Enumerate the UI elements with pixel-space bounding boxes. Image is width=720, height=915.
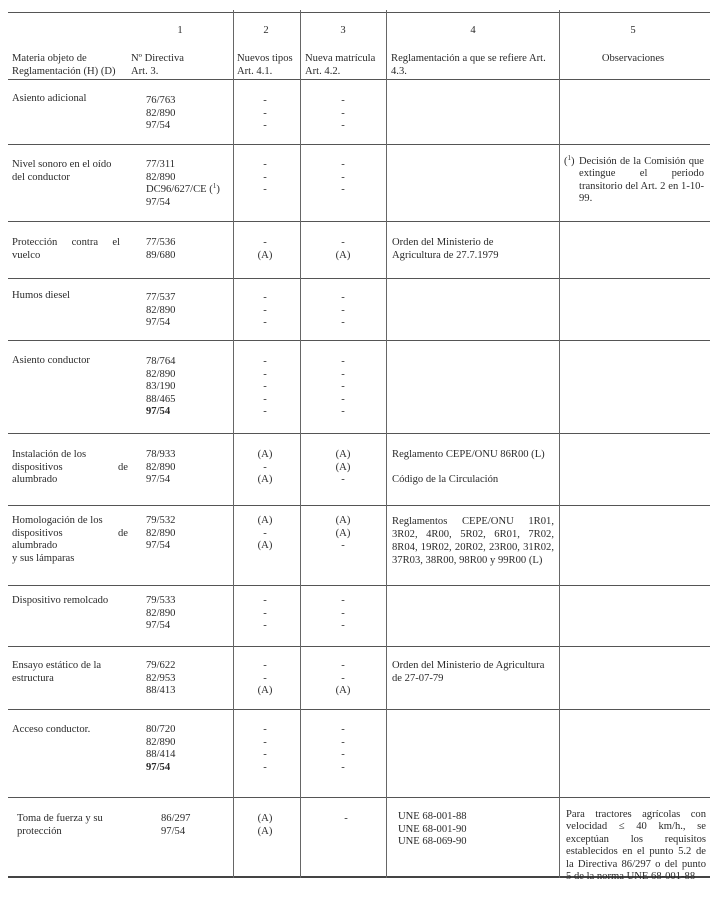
new-types-cell xyxy=(250,595,280,633)
new-registration-value: - xyxy=(341,317,345,329)
directive-number: 82/890 xyxy=(146,304,176,316)
new-registration-value: - xyxy=(341,607,345,619)
subject-line: del conductor xyxy=(12,171,70,183)
new-types-value: - xyxy=(263,724,267,735)
new-registration-cell xyxy=(328,515,358,553)
subject-line: Nivel sonoro en el oído xyxy=(12,159,112,170)
column-rule xyxy=(386,10,387,878)
new-types-value: - xyxy=(263,672,267,684)
new-registration-value: - xyxy=(341,356,345,367)
new-types-value: - xyxy=(263,356,267,367)
subject-line: Toma de fuerza y su xyxy=(17,813,103,824)
subject-line: Acceso conductor. xyxy=(12,724,91,735)
subject-cell xyxy=(12,449,128,487)
new-types-value: - xyxy=(263,159,267,170)
regulation-cell xyxy=(392,237,499,262)
new-registration-cell xyxy=(328,356,358,419)
new-registration-value: - xyxy=(341,304,345,316)
row-rule xyxy=(8,433,710,434)
new-registration-cell xyxy=(331,813,361,826)
subject-cell xyxy=(12,724,90,737)
directive-number: 77/537 xyxy=(146,292,176,303)
subject-cell xyxy=(12,290,70,303)
regulation-line: UNE 68-069-90 xyxy=(398,836,467,848)
new-types-value: - xyxy=(263,237,267,248)
new-types-cell xyxy=(250,724,280,774)
directive-cell xyxy=(146,292,175,330)
directive-number: 82/890 xyxy=(146,171,176,183)
new-types-cell xyxy=(250,449,280,487)
new-types-value: - xyxy=(263,607,267,619)
directive-number: 82/890 xyxy=(146,607,176,619)
new-types-value: (A) xyxy=(257,249,273,261)
subject-line: y sus lámparas xyxy=(12,552,75,564)
header-new-registration xyxy=(305,53,375,78)
directive-number: 82/890 xyxy=(146,368,176,380)
new-types-cell xyxy=(250,356,280,419)
subject-cell xyxy=(12,355,90,368)
header-line: Art. 4.1. xyxy=(237,65,273,77)
directive-number: 86/297 xyxy=(161,813,191,824)
new-types-value: - xyxy=(263,368,267,380)
subject-line: Ensayo estático de la xyxy=(12,660,102,671)
new-registration-value: - xyxy=(341,368,345,380)
directive-number: 79/533 xyxy=(146,595,176,606)
new-types-value: - xyxy=(263,317,267,329)
column-number: 4 xyxy=(470,25,476,36)
new-types-value: - xyxy=(263,95,267,106)
column-rule xyxy=(300,10,301,878)
table-top-rule xyxy=(8,12,710,13)
new-types-value: - xyxy=(263,660,267,671)
subject-cell xyxy=(12,515,128,565)
new-registration-value: - xyxy=(344,813,348,824)
regulation-line: Agricultura de 27.7.1979 xyxy=(392,249,499,261)
new-types-value: - xyxy=(263,749,267,761)
directive-cell xyxy=(146,95,175,133)
directive-number: 82/890 xyxy=(146,107,176,119)
new-registration-value: - xyxy=(341,761,345,773)
subject-line: dispositivos de xyxy=(12,527,128,539)
new-types-value: - xyxy=(263,406,267,418)
new-types-value: - xyxy=(263,595,267,606)
new-registration-cell xyxy=(328,449,358,487)
directive-number: 77/536 xyxy=(146,237,176,248)
directive-number: 79/622 xyxy=(146,660,176,671)
footnote-mark-number: 1 xyxy=(567,154,572,162)
directive-number: 83/190 xyxy=(146,381,176,393)
observation-text: Para tractores agrícolas con velocidad ≤ 40 km/h., se exceptúan los requisitos establecidos en el punto 5.2 de la Directiva 86/297 o del punto 5 de la norma UNE 68-001-88 xyxy=(566,809,706,883)
directive-cell xyxy=(146,356,175,419)
regulation-line: UNE 68-001-88 xyxy=(398,811,467,822)
new-types-value: - xyxy=(263,736,267,748)
new-registration-value: - xyxy=(341,393,345,405)
column-rule xyxy=(233,10,234,878)
directive-number: 97/54 xyxy=(146,120,171,132)
new-registration-value: (A) xyxy=(335,449,351,460)
new-registration-value: (A) xyxy=(335,249,351,261)
header-line: Nueva matrícula xyxy=(305,53,376,64)
directive-cell xyxy=(161,813,190,838)
subject-line: alumbrado xyxy=(12,474,58,486)
directive-number: 80/720 xyxy=(146,724,176,735)
directive-number: 88/413 xyxy=(146,685,176,697)
new-registration-value: (A) xyxy=(335,685,351,697)
new-registration-cell xyxy=(328,660,358,698)
subject-line: Asiento conductor xyxy=(12,355,90,366)
header-line: Reglamentación a que se refiere Art. xyxy=(391,53,546,64)
new-types-value: - xyxy=(263,120,267,132)
directive-number: 82/890 xyxy=(146,527,176,539)
header-rule xyxy=(8,79,710,80)
new-registration-value: - xyxy=(341,184,345,196)
new-registration-value: - xyxy=(341,736,345,748)
footnote-mark: ($^1$) xyxy=(564,154,575,167)
new-types-cell xyxy=(250,515,280,553)
header-observations xyxy=(563,53,703,66)
header-subject xyxy=(12,53,116,78)
directive-number: 77/311 xyxy=(146,159,176,170)
directive-number: 97/54 xyxy=(146,540,171,552)
subject-line: protección xyxy=(17,825,62,837)
new-registration-value: - xyxy=(341,406,345,418)
row-rule xyxy=(8,709,710,710)
row-rule xyxy=(8,144,710,145)
header-line: 4.3. xyxy=(391,65,407,77)
row-rule xyxy=(8,340,710,341)
new-registration-value: - xyxy=(341,474,345,486)
directive-cell xyxy=(146,515,175,553)
column-number: 1 xyxy=(177,25,183,36)
new-registration-value: - xyxy=(341,171,345,183)
new-types-value: - xyxy=(263,107,267,119)
new-types-value: - xyxy=(263,171,267,183)
directive-number: 89/680 xyxy=(146,249,176,261)
new-types-value: (A) xyxy=(257,515,273,526)
new-registration-value: - xyxy=(341,107,345,119)
observations-cell xyxy=(564,156,704,206)
subject-line: vuelco xyxy=(12,249,41,261)
new-types-value: - xyxy=(263,292,267,303)
new-registration-cell xyxy=(328,159,358,197)
new-registration-value: - xyxy=(341,120,345,132)
new-types-value: - xyxy=(263,761,267,773)
subject-line: dispositivos de xyxy=(12,461,128,473)
new-registration-value: - xyxy=(341,159,345,170)
new-types-value: (A) xyxy=(257,474,273,486)
directive-number: 97/54 xyxy=(146,196,171,208)
new-registration-value: - xyxy=(341,237,345,248)
new-types-value: (A) xyxy=(257,825,273,837)
subject-cell xyxy=(12,660,101,685)
header-line: Materia objeto de xyxy=(12,53,87,64)
header-line: Art. 3. xyxy=(131,65,159,77)
subject-cell xyxy=(12,237,120,262)
new-registration-value: - xyxy=(341,292,345,303)
regulation-cell xyxy=(398,811,467,849)
header-line: Nº Directiva xyxy=(131,53,184,64)
column-number: 3 xyxy=(340,25,346,36)
subject-line: Asiento adicional xyxy=(12,93,87,104)
regulation-line xyxy=(392,462,545,475)
directive-number: 78/933 xyxy=(146,449,176,460)
new-registration-value: - xyxy=(341,724,345,735)
new-registration-value: - xyxy=(341,672,345,684)
new-types-cell xyxy=(250,292,280,330)
directive-number: 97/54 xyxy=(161,825,186,837)
header-new-types xyxy=(237,53,293,78)
directive-cell xyxy=(146,595,175,633)
directive-cell xyxy=(146,237,175,262)
row-rule xyxy=(8,505,710,506)
directive-number: 78/764 xyxy=(146,356,176,367)
directive-number-text: DC96/627/CE xyxy=(146,184,207,196)
new-types-value: - xyxy=(263,461,267,473)
new-types-value: - xyxy=(263,184,267,196)
header-directive xyxy=(131,53,184,78)
new-types-value: - xyxy=(263,393,267,405)
regulation-cell xyxy=(392,449,545,487)
directive-number: 97/54 xyxy=(146,761,171,773)
row-rule xyxy=(8,585,710,586)
subject-cell xyxy=(17,813,103,838)
subject-cell xyxy=(12,159,111,184)
regulation-cell: Reglamentos CEPE/ONU 1R01, 3R02, 4R00, 5R02, 6R01, 7R02, 8R04, 19R02, 20R02, 23R00, 31R02, 37R03, 38R00, 98R00 y 99R00 (L) xyxy=(392,516,554,566)
directive-number: 76/763 xyxy=(146,95,176,106)
subject-line: estructura xyxy=(12,672,54,684)
subject-cell xyxy=(12,93,86,106)
regulation-line: Orden del Ministerio de xyxy=(392,237,494,248)
directive-number: 97/54 xyxy=(146,406,171,418)
column-rule xyxy=(559,10,560,878)
directive-number: 97/54 xyxy=(146,620,171,632)
subject-line: Instalación de los xyxy=(12,449,87,460)
directive-number: 88/414 xyxy=(146,749,176,761)
header-line: Nuevos tipos xyxy=(237,53,293,64)
directive-cell xyxy=(146,724,175,774)
new-registration-value: - xyxy=(341,595,345,606)
header-regulation xyxy=(391,53,546,78)
new-types-value: (A) xyxy=(257,540,273,552)
new-types-value: - xyxy=(263,304,267,316)
regulation-line: Reglamento CEPE/ONU 86R00 (L) xyxy=(392,449,545,460)
new-types-value: - xyxy=(263,620,267,632)
new-registration-value: - xyxy=(341,660,345,671)
directive-cell xyxy=(146,660,175,698)
column-number: 5 xyxy=(630,25,636,36)
new-registration-cell xyxy=(328,292,358,330)
directive-number: 79/532 xyxy=(146,515,176,526)
subject-line: Humos diesel xyxy=(12,290,70,301)
directive-number: DC96/627/CE ($^1$) xyxy=(146,182,220,196)
new-types-value: - xyxy=(263,527,267,539)
new-registration-value: (A) xyxy=(335,527,351,539)
new-registration-cell xyxy=(328,237,358,262)
row-rule xyxy=(8,797,710,798)
directive-number: 97/54 xyxy=(146,474,171,486)
directive-cell xyxy=(146,159,220,209)
subject-line: Protección contra el xyxy=(12,237,120,248)
new-registration-value: - xyxy=(341,540,345,552)
new-types-cell xyxy=(250,237,280,262)
footnote-mark: 1 xyxy=(212,182,217,191)
subject-line: Homologación de los xyxy=(12,515,103,526)
new-registration-cell xyxy=(328,595,358,633)
directive-number: 82/890 xyxy=(146,736,176,748)
new-registration-value: (A) xyxy=(335,461,351,473)
observation-text: Decisión de la Comisión que extingue el periodo transitorio del Art. 2 en 1-10-99. xyxy=(579,156,704,205)
new-types-cell xyxy=(250,159,280,197)
directive-number: 82/953 xyxy=(146,672,176,684)
new-types-cell xyxy=(250,813,280,838)
subject-line: Dispositivo remolcado xyxy=(12,595,109,606)
subject-line: alumbrado xyxy=(12,540,58,552)
new-types-value: - xyxy=(263,381,267,393)
directive-number: 82/890 xyxy=(146,461,176,473)
new-types-value: (A) xyxy=(257,813,273,824)
header-line: Reglamentación (H) (D) xyxy=(12,65,116,77)
new-registration-cell xyxy=(328,724,358,774)
new-types-value: (A) xyxy=(257,685,273,697)
new-registration-value: - xyxy=(341,620,345,632)
regulation-cell: Orden del Ministerio de Agricultura de 27-07-79 xyxy=(392,660,545,684)
directive-cell xyxy=(146,449,175,487)
new-types-cell xyxy=(250,660,280,698)
new-registration-value: - xyxy=(341,381,345,393)
directive-number: 88/465 xyxy=(146,393,176,405)
regulation-line: Código de la Circulación xyxy=(392,474,499,486)
new-registration-value: - xyxy=(341,95,345,106)
column-number: 2 xyxy=(263,25,269,36)
new-registration-value: (A) xyxy=(335,515,351,526)
row-rule xyxy=(8,278,710,279)
new-types-value: (A) xyxy=(257,449,273,460)
header-line: Observaciones xyxy=(601,53,665,64)
new-registration-value: - xyxy=(341,749,345,761)
header-line: Art. 4.2. xyxy=(305,65,341,77)
regulation-line: UNE 68-001-90 xyxy=(398,823,467,835)
new-registration-cell xyxy=(328,95,358,133)
new-types-cell xyxy=(250,95,280,133)
row-rule xyxy=(8,646,710,647)
row-rule xyxy=(8,221,710,222)
subject-cell xyxy=(12,595,108,608)
directive-number: 97/54 xyxy=(146,317,171,329)
